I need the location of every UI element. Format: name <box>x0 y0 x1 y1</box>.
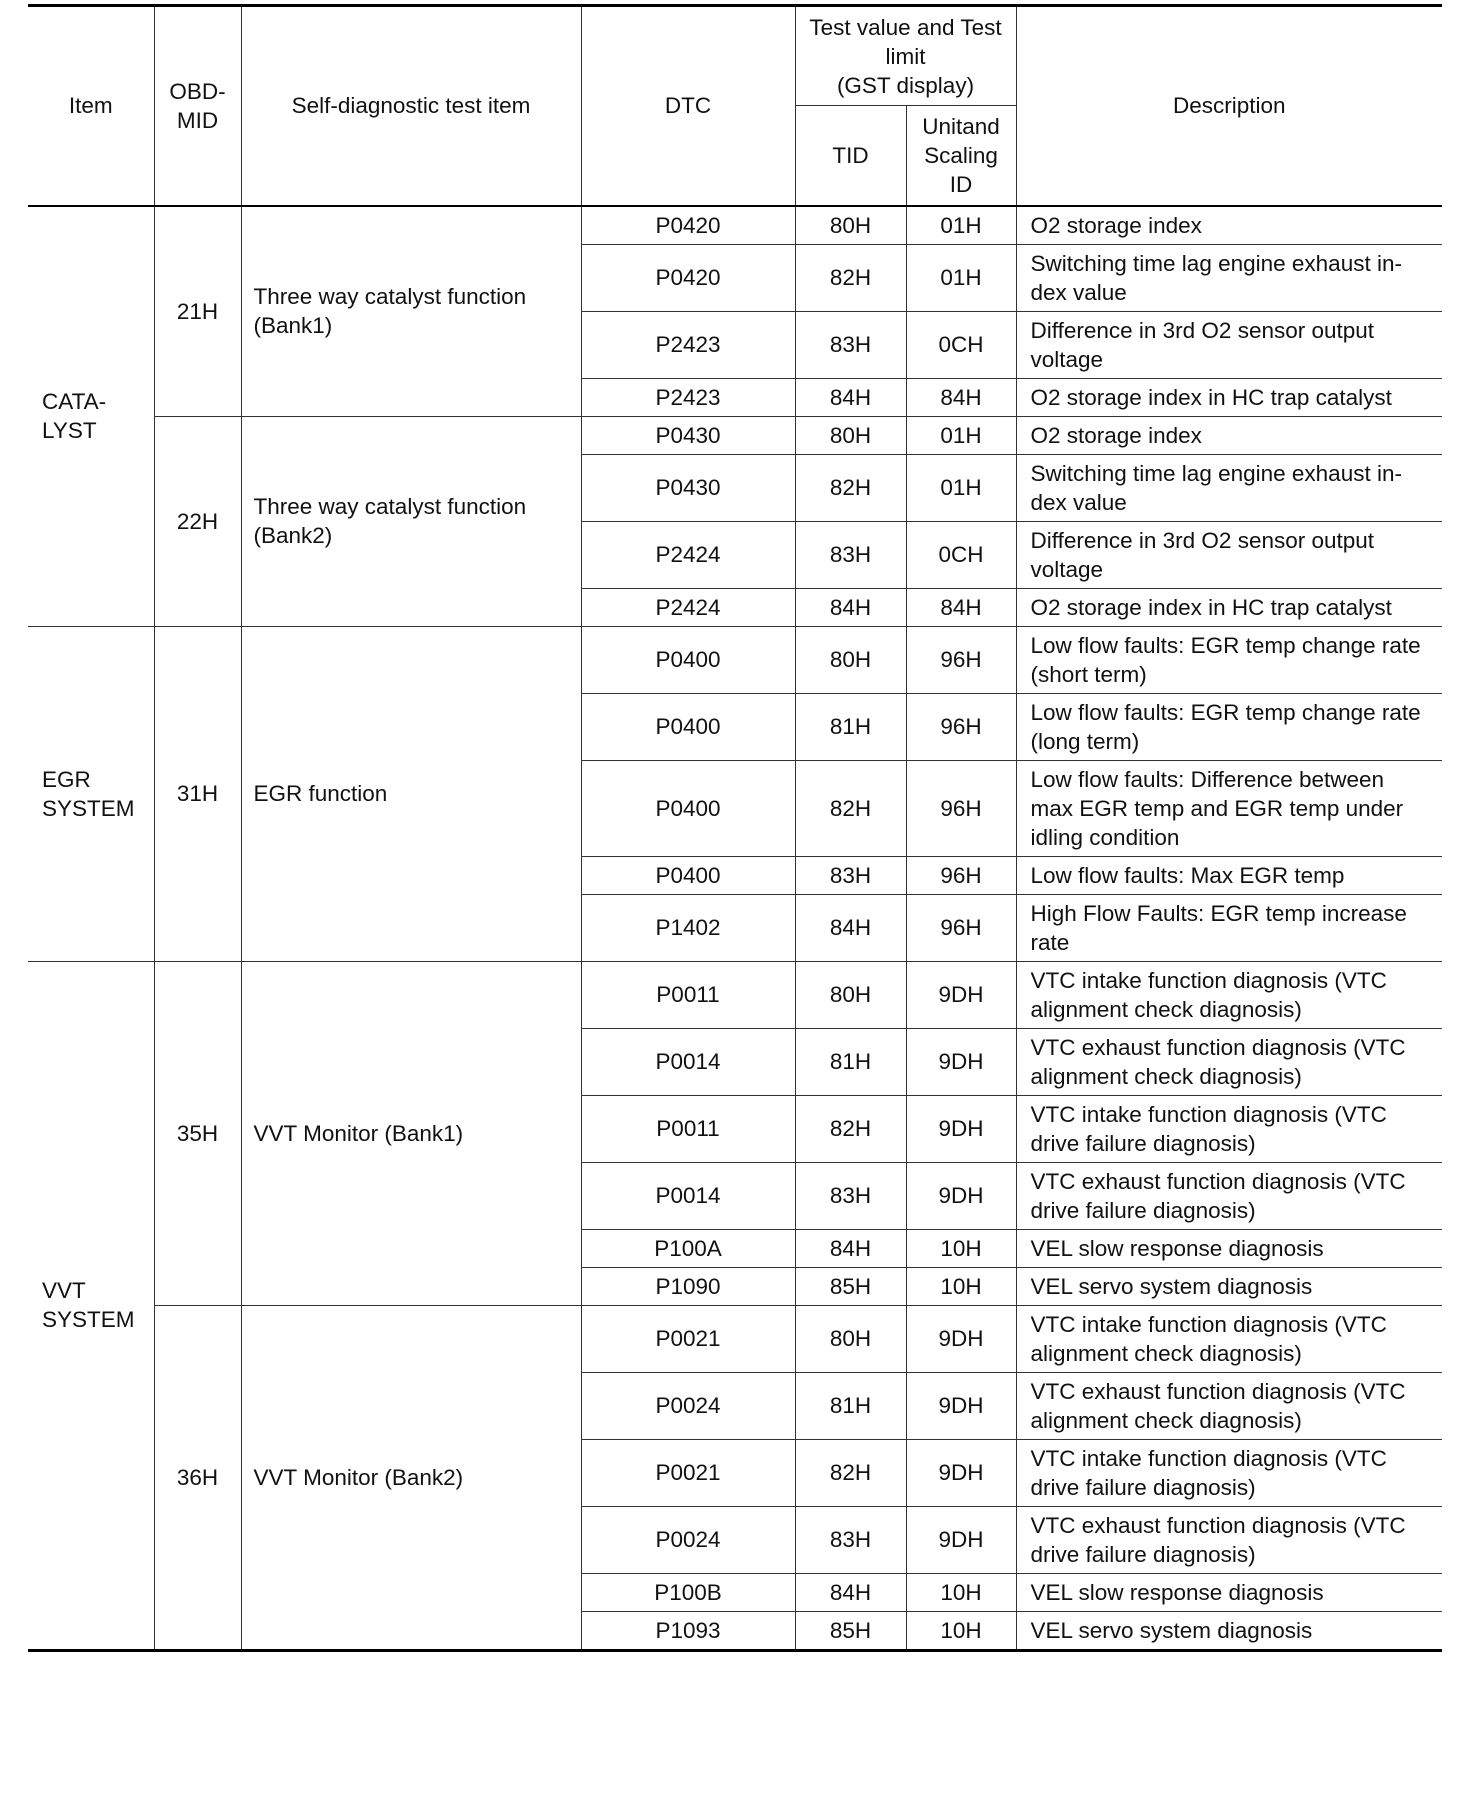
description-cell: Difference in 3rd O2 sensor output voltage <box>1016 311 1442 378</box>
test-item-cell: EGR function <box>241 626 581 961</box>
table-body <box>28 206 1442 1651</box>
description-cell: O2 storage index in HC trap catalyst <box>1016 378 1442 416</box>
dtc-cell: P100B <box>581 1573 795 1611</box>
dtc-cell: P0011 <box>581 1095 795 1162</box>
tid-cell: 82H <box>795 1095 906 1162</box>
test-item-cell: Three way catalyst function (Bank2) <box>241 416 581 626</box>
unit-scaling-id-cell: 0CH <box>906 311 1016 378</box>
tid-cell: 80H <box>795 626 906 693</box>
description-cell: Low flow faults: EGR temp change rate (short term) <box>1016 626 1442 693</box>
dtc-cell: P0430 <box>581 416 795 454</box>
header-unit-and-scaling-id: Unitand Scaling ID <box>906 106 1016 206</box>
unit-scaling-id-cell: 9DH <box>906 1162 1016 1229</box>
obd-mid-cell: 21H <box>154 206 241 417</box>
description-cell: VEL slow response diagnosis <box>1016 1573 1442 1611</box>
description-cell: Switching time lag engine exhaust in- dex value <box>1016 454 1442 521</box>
dtc-cell: P2423 <box>581 311 795 378</box>
dtc-cell: P2423 <box>581 378 795 416</box>
tid-cell: 81H <box>795 1372 906 1439</box>
dtc-cell: P1402 <box>581 894 795 961</box>
obd-mid-cell: 35H <box>154 961 241 1305</box>
item-cell: VVT SYSTEM <box>28 961 154 1650</box>
dtc-cell: P100A <box>581 1229 795 1267</box>
tid-cell: 84H <box>795 1573 906 1611</box>
tid-cell: 81H <box>795 693 906 760</box>
unit-scaling-id-cell: 9DH <box>906 1028 1016 1095</box>
unit-scaling-id-cell: 96H <box>906 760 1016 856</box>
description-cell: Switching time lag engine exhaust in- dex value <box>1016 244 1442 311</box>
item-cell: EGR SYSTEM <box>28 626 154 961</box>
obd-mid-cell: 31H <box>154 626 241 961</box>
item-cell: CATA- LYST <box>28 206 154 627</box>
header-item: Item <box>28 6 154 206</box>
dtc-cell: P0024 <box>581 1506 795 1573</box>
description-cell: VTC exhaust function diagnosis (VTC alignment check diagnosis) <box>1016 1372 1442 1439</box>
tid-cell: 84H <box>795 894 906 961</box>
unit-scaling-id-cell: 9DH <box>906 1372 1016 1439</box>
unit-scaling-id-cell: 10H <box>906 1573 1016 1611</box>
description-cell: VEL servo system diagnosis <box>1016 1267 1442 1305</box>
dtc-cell: P2424 <box>581 588 795 626</box>
tid-cell: 83H <box>795 1506 906 1573</box>
description-cell: O2 storage index <box>1016 416 1442 454</box>
obd-test-value-table <box>28 4 1442 1652</box>
table-row <box>28 1305 1442 1372</box>
tid-cell: 80H <box>795 416 906 454</box>
description-cell: Difference in 3rd O2 sensor output voltage <box>1016 521 1442 588</box>
table-row <box>28 961 1442 1028</box>
table-row <box>28 206 1442 245</box>
header-test-value-and-limit: Test value and Test limit (GST display) <box>795 6 1016 106</box>
description-cell: VTC exhaust function diagnosis (VTC drive failure diagnosis) <box>1016 1162 1442 1229</box>
unit-scaling-id-cell: 9DH <box>906 1506 1016 1573</box>
description-cell: O2 storage index in HC trap catalyst <box>1016 588 1442 626</box>
unit-scaling-id-cell: 01H <box>906 416 1016 454</box>
description-cell: VTC exhaust function diagnosis (VTC drive failure diagnosis) <box>1016 1506 1442 1573</box>
unit-scaling-id-cell: 01H <box>906 454 1016 521</box>
test-item-cell: VVT Monitor (Bank2) <box>241 1305 581 1650</box>
unit-scaling-id-cell: 96H <box>906 894 1016 961</box>
description-cell: VEL slow response diagnosis <box>1016 1229 1442 1267</box>
unit-scaling-id-cell: 9DH <box>906 961 1016 1028</box>
header-obd-mid: OBD- MID <box>154 6 241 206</box>
dtc-cell: P0420 <box>581 244 795 311</box>
tid-cell: 85H <box>795 1611 906 1650</box>
table-row <box>28 416 1442 454</box>
tid-cell: 83H <box>795 1162 906 1229</box>
unit-scaling-id-cell: 01H <box>906 206 1016 245</box>
dtc-cell: P0011 <box>581 961 795 1028</box>
tid-cell: 80H <box>795 1305 906 1372</box>
dtc-cell: P1090 <box>581 1267 795 1305</box>
tid-cell: 82H <box>795 760 906 856</box>
header-self-diagnostic-test-item: Self-diagnostic test item <box>241 6 581 206</box>
header-tid: TID <box>795 106 906 206</box>
unit-scaling-id-cell: 9DH <box>906 1439 1016 1506</box>
unit-scaling-id-cell: 9DH <box>906 1095 1016 1162</box>
dtc-cell: P0400 <box>581 693 795 760</box>
dtc-cell: P0400 <box>581 856 795 894</box>
unit-scaling-id-cell: 10H <box>906 1611 1016 1650</box>
tid-cell: 82H <box>795 1439 906 1506</box>
tid-cell: 83H <box>795 311 906 378</box>
dtc-cell: P0430 <box>581 454 795 521</box>
description-cell: Low flow faults: EGR temp change rate (long term) <box>1016 693 1442 760</box>
unit-scaling-id-cell: 10H <box>906 1229 1016 1267</box>
test-item-cell: Three way catalyst function (Bank1) <box>241 206 581 417</box>
obd-mid-cell: 22H <box>154 416 241 626</box>
dtc-cell: P0021 <box>581 1439 795 1506</box>
unit-scaling-id-cell: 96H <box>906 856 1016 894</box>
description-cell: VTC intake function diagnosis (VTC alignment check diagnosis) <box>1016 1305 1442 1372</box>
dtc-cell: P0024 <box>581 1372 795 1439</box>
tid-cell: 83H <box>795 856 906 894</box>
tid-cell: 80H <box>795 961 906 1028</box>
tid-cell: 84H <box>795 588 906 626</box>
table-row <box>28 626 1442 693</box>
dtc-cell: P0014 <box>581 1028 795 1095</box>
description-cell: O2 storage index <box>1016 206 1442 245</box>
tid-cell: 82H <box>795 244 906 311</box>
description-cell: VTC intake function diagnosis (VTC alignment check diagnosis) <box>1016 961 1442 1028</box>
unit-scaling-id-cell: 96H <box>906 693 1016 760</box>
dtc-cell: P0021 <box>581 1305 795 1372</box>
test-item-cell: VVT Monitor (Bank1) <box>241 961 581 1305</box>
unit-scaling-id-cell: 84H <box>906 588 1016 626</box>
header-description: Description <box>1016 6 1442 206</box>
dtc-cell: P0400 <box>581 760 795 856</box>
dtc-cell: P0014 <box>581 1162 795 1229</box>
tid-cell: 81H <box>795 1028 906 1095</box>
unit-scaling-id-cell: 10H <box>906 1267 1016 1305</box>
tid-cell: 80H <box>795 206 906 245</box>
header-dtc: DTC <box>581 6 795 206</box>
tid-cell: 82H <box>795 454 906 521</box>
description-cell: VTC intake function diagnosis (VTC drive failure diagnosis) <box>1016 1095 1442 1162</box>
unit-scaling-id-cell: 84H <box>906 378 1016 416</box>
description-cell: VEL servo system diagnosis <box>1016 1611 1442 1650</box>
tid-cell: 84H <box>795 1229 906 1267</box>
dtc-cell: P0400 <box>581 626 795 693</box>
description-cell: Low flow faults: Difference between max EGR temp and EGR temp under idling condition <box>1016 760 1442 856</box>
unit-scaling-id-cell: 96H <box>906 626 1016 693</box>
description-cell: VTC exhaust function diagnosis (VTC alignment check diagnosis) <box>1016 1028 1442 1095</box>
description-cell: VTC intake function diagnosis (VTC drive failure diagnosis) <box>1016 1439 1442 1506</box>
obd-mid-cell: 36H <box>154 1305 241 1650</box>
unit-scaling-id-cell: 01H <box>906 244 1016 311</box>
dtc-cell: P0420 <box>581 206 795 245</box>
dtc-cell: P2424 <box>581 521 795 588</box>
tid-cell: 85H <box>795 1267 906 1305</box>
dtc-cell: P1093 <box>581 1611 795 1650</box>
tid-cell: 83H <box>795 521 906 588</box>
unit-scaling-id-cell: 0CH <box>906 521 1016 588</box>
description-cell: Low flow faults: Max EGR temp <box>1016 856 1442 894</box>
unit-scaling-id-cell: 9DH <box>906 1305 1016 1372</box>
tid-cell: 84H <box>795 378 906 416</box>
description-cell: High Flow Faults: EGR temp increase rate <box>1016 894 1442 961</box>
